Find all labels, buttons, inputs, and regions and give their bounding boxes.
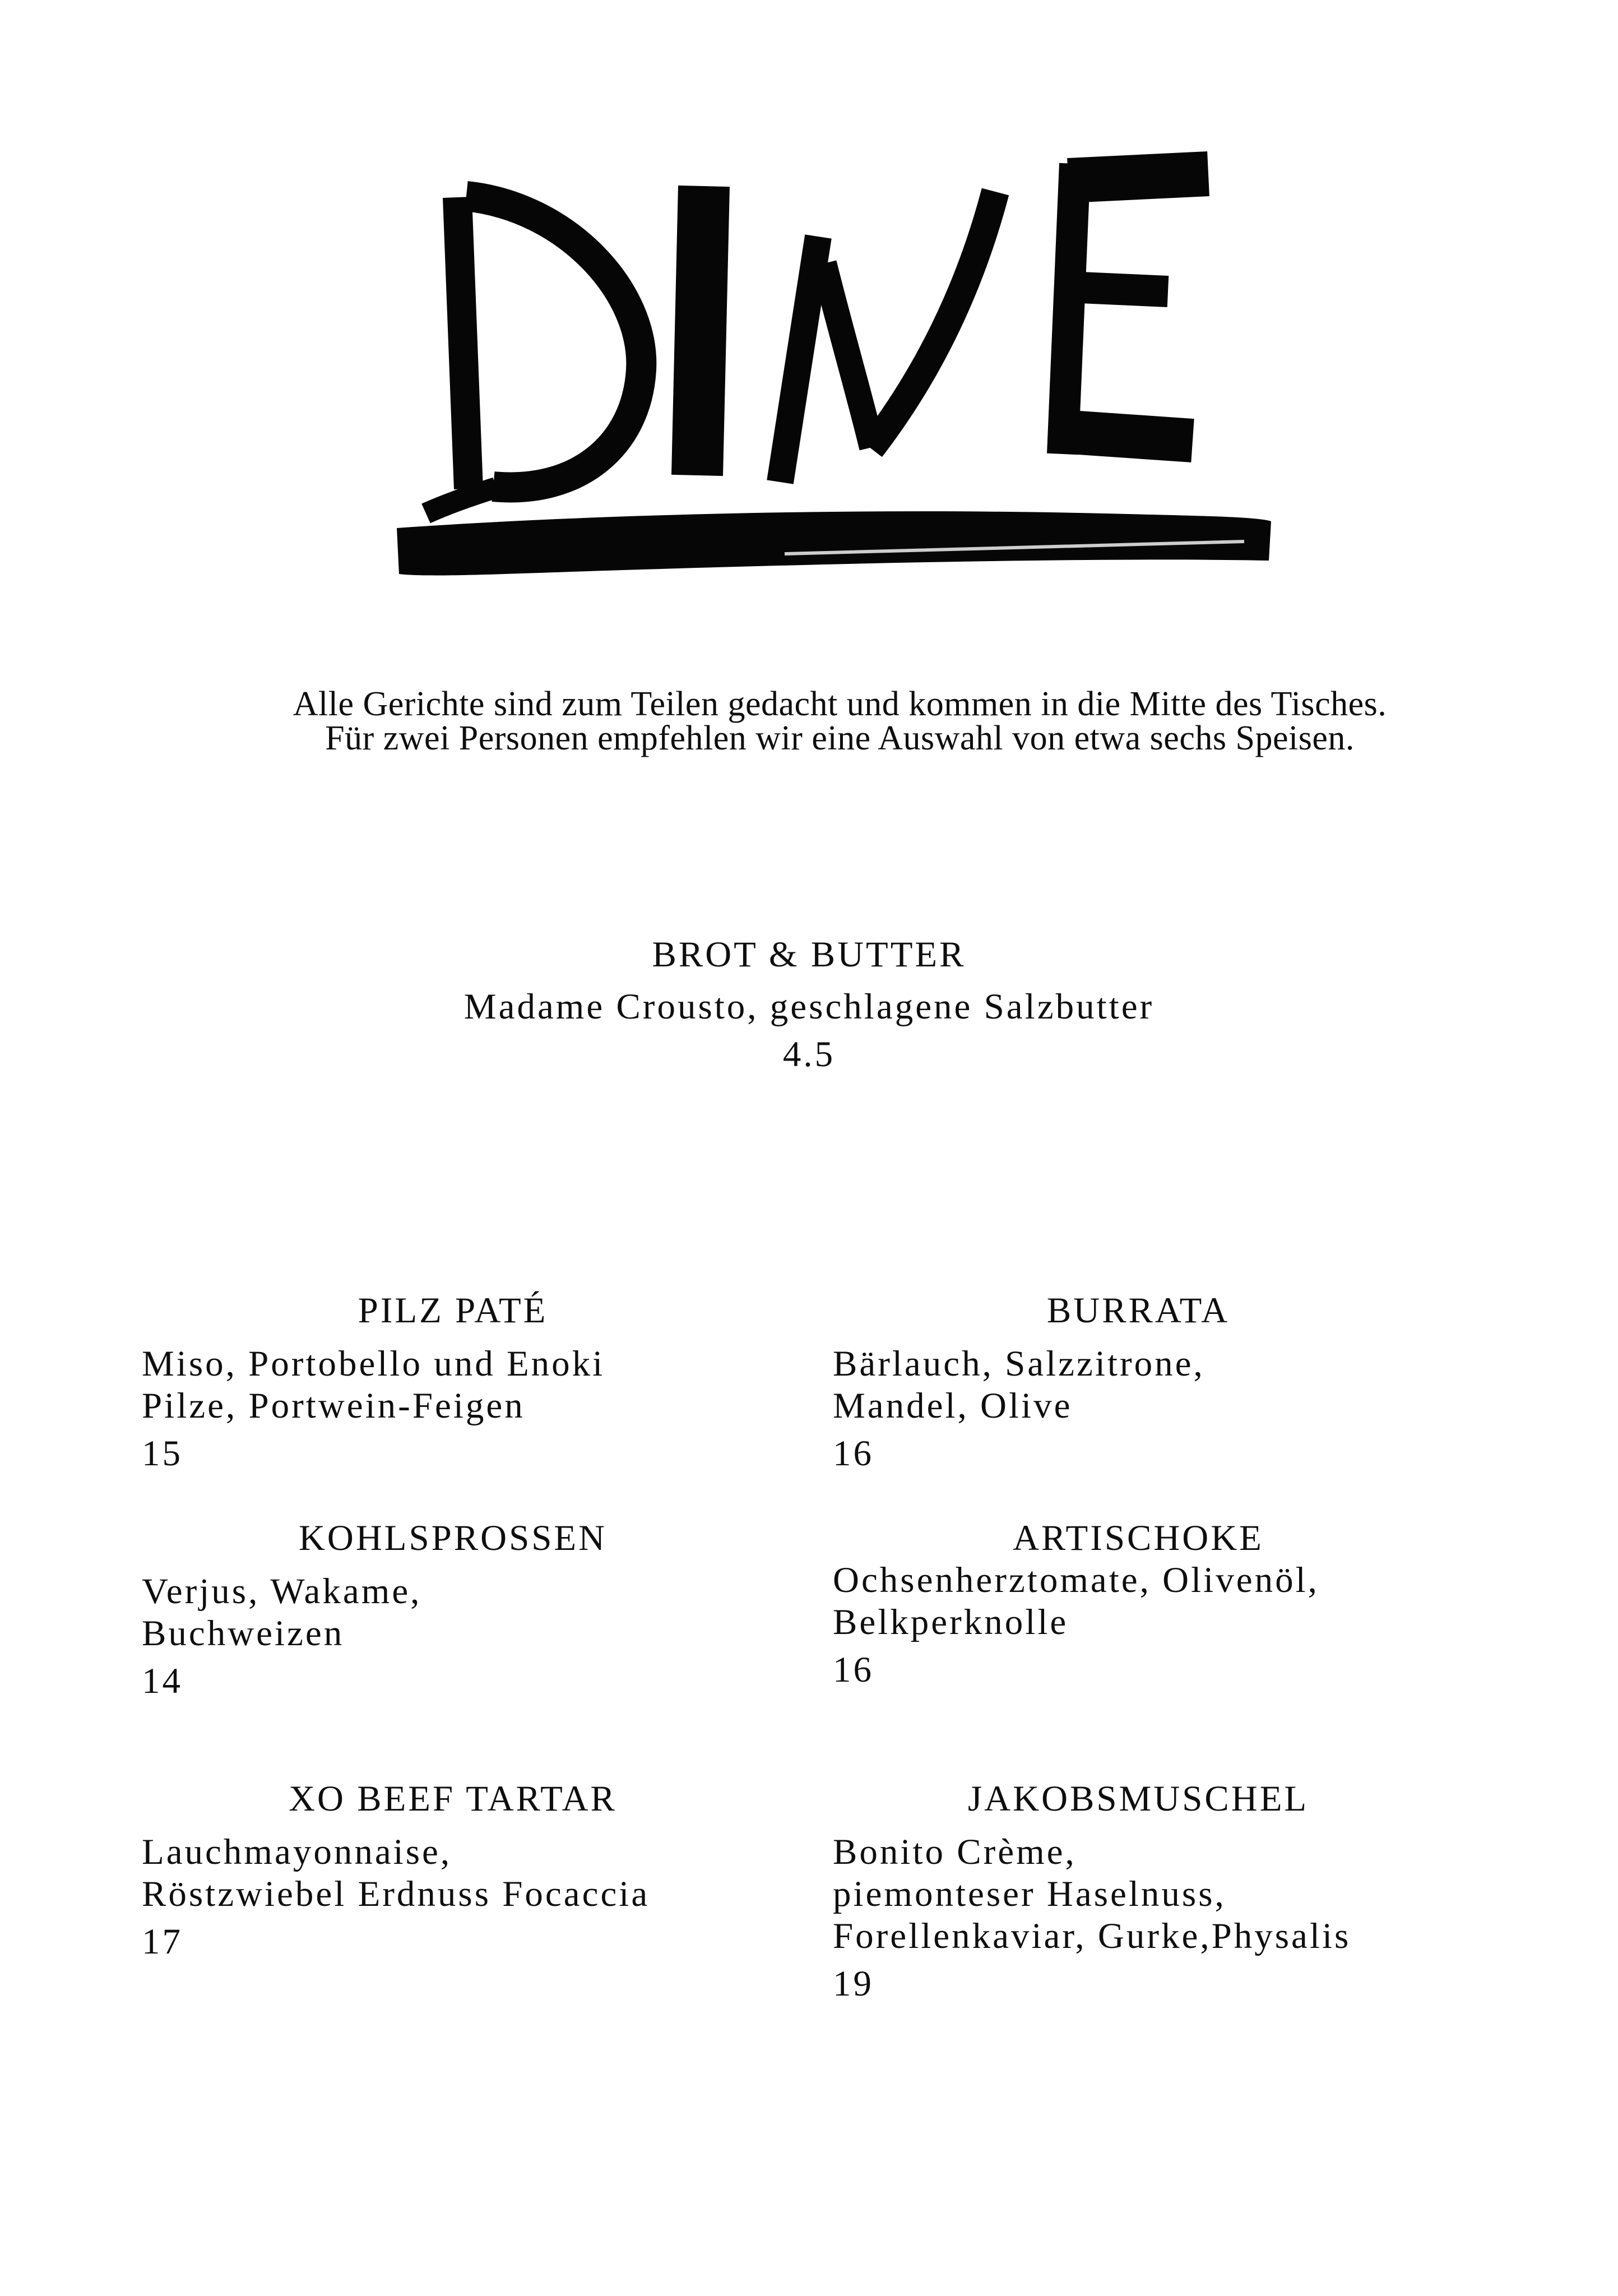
menu-item-burrata <box>833 1290 1444 1475</box>
menu-item-title: PILZ PATÉ <box>358 1290 548 1331</box>
menu-item-price: 19 <box>833 1964 874 2004</box>
menu-item-price: 16 <box>833 1650 874 1690</box>
logo-letter-e-top-arm <box>1068 174 1208 180</box>
menu-item-description: Madame Crousto, geschlagene Salzbutter <box>463 987 1155 1027</box>
dine-logo-artwork <box>392 151 1289 583</box>
menu-item-title: ARTISCHOKE <box>1013 1518 1264 1558</box>
menu-item-jakobsmuschel <box>833 1778 1444 2005</box>
logo-letter-i <box>697 186 704 475</box>
logo-letter-n-right <box>871 192 995 448</box>
logo-letters <box>426 164 1208 513</box>
menu-item-description: Ochsenherztomate, Olivenöl, Belkperknolle <box>833 1560 1319 1642</box>
menu-item-xo-beef-tartar <box>142 1778 764 1963</box>
menu-item-price: 15 <box>142 1433 183 1474</box>
logo-letter-n-left <box>780 237 818 482</box>
menu-item-description: Lauchmayonnaise, Röstzwiebel Erdnuss Focaccia <box>142 1832 650 1914</box>
intro-line-1: Alle Gerichte sind zum Teilen gedacht und kommen in die Mitte des Tisches. <box>293 685 1387 723</box>
menu-item-price: 14 <box>142 1661 183 1701</box>
menu-item-description: Bärlauch, Salzzitrone, Mandel, Olive <box>833 1344 1205 1426</box>
logo-letter-d-stem <box>457 197 469 489</box>
menu-item-title: KOHLSPROSSEN <box>298 1518 608 1558</box>
menu-item-description: Miso, Portobello und Enoki Pilze, Portwein-Feigen <box>142 1344 605 1426</box>
intro-line-2: Für zwei Personen empfehlen wir eine Auswahl von etwa sechs Speisen. <box>325 719 1355 757</box>
menu-item-kohlsprossen <box>142 1517 764 1702</box>
menu-item-title: BROT & BUTTER <box>652 934 966 975</box>
logo-letter-d-tail <box>426 488 496 513</box>
menu-item-artischoke <box>833 1517 1444 1691</box>
logo-letter-n-middle <box>824 263 872 447</box>
menu-item-price: 4.5 <box>782 1034 836 1075</box>
intro-text <box>31 687 1618 756</box>
menu-item-description: Verjus, Wakame, Buchweizen <box>142 1571 422 1654</box>
menu-item-title: XO BEEF TARTAR <box>289 1779 617 1819</box>
menu-item-price: 17 <box>142 1922 183 1962</box>
menu-item-title: BURRATA <box>1046 1290 1230 1331</box>
menu-item-description: Bonito Crème, piemonteser Haselnuss, Forellenkaviar, Gurke,Physalis <box>833 1832 1351 1956</box>
logo-letter-e-bottom-arm <box>1063 432 1193 441</box>
menu-item-pilz-pate <box>142 1290 764 1475</box>
logo-letter-d-bowl <box>466 196 641 487</box>
dine-logo <box>392 151 1289 583</box>
section-brot-und-butter <box>0 934 1618 1076</box>
logo-letter-e-mid-arm <box>1068 287 1168 291</box>
menu-item-price: 16 <box>833 1433 874 1474</box>
menu-item-title: JAKOBSMUSCHEL <box>967 1779 1309 1819</box>
